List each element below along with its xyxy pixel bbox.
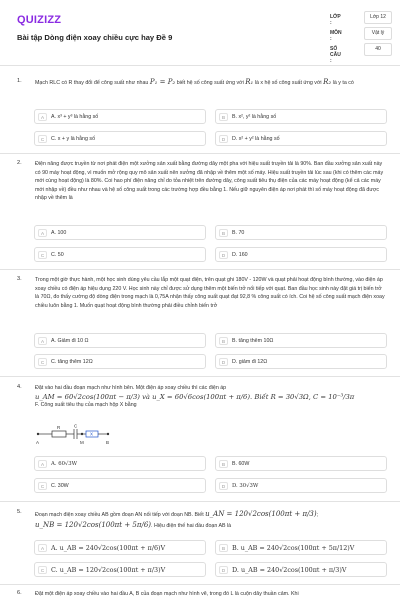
option-letter: C — [38, 135, 47, 143]
option-text: B. 70 — [232, 230, 245, 236]
question-text: Đặt một điện áp xoay chiều vào hai đầu A, B của đoạn mạch như hình vẽ, trong đó L là cuộn dây thuần cảm. Khi — [35, 591, 299, 597]
option-text: C. 50 — [51, 252, 64, 258]
option-letter: B — [219, 113, 228, 121]
option-letter: B — [219, 544, 228, 552]
option-letter: C — [38, 251, 47, 259]
option-b[interactable] — [215, 225, 387, 240]
question-text-part: . Hiệu điện thế hai đầu đoạn AB là — [151, 523, 232, 529]
option-b[interactable] — [215, 333, 387, 348]
question-text: Điện năng được truyền từ nơi phát điện một xưởng sản xuất bằng đường dây một pha với hiệu suất truyền tải là 90%. Ban đầu xưởng sản xuất này có 90 máy hoạt động, vì muốn mở rộng quy mô sản xuất nên xưởng đã nhập về thêm một số máy. Hiệu suất truyền tải lúc sau (khi có thêm các máy mới cùng hoạt động) là 80%. Coi hao phí điện năng chỉ do tỏa nhiệt trên đường dây, công suất tiêu thụ điện của các máy hoạt động (kể cả các máy mới nhập về) đều như nhau và hệ số công suất trong các trường hợp đều bằng 1. Nếu giữ nguyên điện áp nơi phát thì số máy hoạt động đã được nhập về thêm là — [35, 161, 384, 202]
option-text: C. tăng thêm 12Ω — [51, 359, 93, 365]
option-text: C. x + y là hằng số — [51, 136, 96, 142]
option-b[interactable] — [215, 540, 387, 555]
option-text: A. 100 — [51, 230, 67, 236]
option-a[interactable] — [34, 333, 206, 348]
math-expression: u_AN = 120√2cos(100πt + π/3) — [205, 510, 317, 518]
meta-key: LỚP : — [330, 14, 341, 26]
meta-key: SỐ CÂU : — [330, 46, 341, 64]
question-number: 3. — [17, 276, 22, 282]
option-letter: A — [38, 544, 47, 552]
option-a[interactable] — [34, 225, 206, 240]
option-a[interactable] — [34, 456, 206, 471]
question-text-part: Mạch RLC có R thay đổi để công suất như nhau — [35, 80, 150, 86]
question-text-part: là x hệ số công suất ứng với — [253, 80, 324, 86]
option-letter: B — [219, 337, 228, 345]
option-b[interactable] — [215, 109, 387, 124]
option-text: B. x², y² là hằng số — [232, 114, 277, 120]
option-letter: D — [219, 482, 228, 490]
option-text: D. x² + y² là hằng số — [232, 136, 280, 142]
question-number: 1. — [17, 78, 22, 84]
option-text: C. 30W — [51, 483, 69, 489]
question-text — [35, 384, 387, 410]
option-letter: D — [219, 251, 228, 259]
option-c[interactable] — [34, 562, 206, 577]
question-text — [35, 509, 387, 531]
option-text: B. u_AB = 240√2cos(100πt + 5π/12)V — [232, 544, 355, 552]
option-d[interactable] — [215, 354, 387, 369]
option-text: B. tăng thêm 10Ω — [232, 338, 274, 344]
divider — [0, 153, 400, 154]
question-text-part: Đoạn mạch điện xoay chiều AB gồm đoạn AN nối tiếp với đoạn NB. Biết — [35, 512, 206, 518]
question-text-part: là y ta có — [331, 80, 354, 86]
option-b[interactable] — [215, 456, 387, 471]
question-text-part: biết hệ số công suất ứng với — [175, 80, 246, 86]
divider — [0, 376, 400, 377]
option-letter: C — [38, 358, 47, 366]
math-expression: P₁ = P₂ — [149, 78, 176, 86]
question-number: 2. — [17, 160, 22, 166]
option-text: D. u_AB = 240√2cos(100πt + π/3)V — [232, 566, 347, 574]
option-a[interactable] — [34, 540, 206, 555]
option-letter: C — [38, 566, 47, 574]
option-c[interactable] — [34, 478, 206, 493]
question-text-part: F. Công suất tiêu thụ của mạch hộp X bằng — [35, 402, 137, 409]
math-expression: u_AM = 60√2cos(100πt − π/3) và u_X = 60√6cos(100πt + π/6). Biết R = 30√3Ω, C = 10⁻³/3π — [35, 392, 355, 401]
option-text: D. 160 — [232, 252, 248, 258]
meta-value: Vật lý — [364, 27, 392, 40]
divider — [0, 501, 400, 502]
question-text-part: ; — [316, 512, 319, 518]
option-d[interactable] — [215, 247, 387, 262]
option-letter: D — [219, 135, 228, 143]
option-letter: C — [38, 482, 47, 490]
question-number: 6. — [17, 590, 22, 596]
option-d[interactable] — [215, 131, 387, 146]
option-c[interactable] — [34, 131, 206, 146]
circuit-diagram — [34, 424, 124, 448]
capacitor-label: C — [74, 424, 78, 429]
divider — [0, 584, 400, 585]
option-letter: D — [219, 358, 228, 366]
math-expression: R₂ — [323, 78, 332, 86]
option-text: B. 60W — [232, 461, 250, 467]
node-a-label: A — [36, 440, 40, 445]
resistor-label: R — [57, 425, 61, 430]
option-c[interactable] — [34, 354, 206, 369]
question-number: 5. — [17, 509, 22, 515]
meta-key: MÔN : — [330, 30, 342, 42]
math-expression: u_NB = 120√2cos(100πt + 5π/6) — [35, 521, 152, 529]
quizizz-logo: QUIZIZZ — [17, 14, 62, 26]
option-text: C. u_AB = 120√2cos(100πt + π/3)V — [51, 566, 166, 574]
divider — [0, 65, 400, 66]
meta-value: Lớp 12 — [364, 11, 392, 24]
page-header — [0, 0, 400, 62]
option-letter: B — [219, 460, 228, 468]
option-text: A. 60√3W — [51, 461, 78, 467]
node-m-label: M — [80, 440, 84, 445]
option-c[interactable] — [34, 247, 206, 262]
option-a[interactable] — [34, 109, 206, 124]
node-b-label: B — [106, 440, 110, 445]
page-title: Bài tập Dòng điện xoay chiều cực hay Đề 9 — [17, 33, 173, 42]
option-text: A. u_AB = 240√2cos(100πt + π/6)V — [51, 544, 166, 552]
question-text-part: Đặt vào hai đầu đoạn mạch như hình bên. Một điện áp xoay chiều thì các điện áp — [35, 385, 227, 391]
question-text — [35, 78, 387, 88]
question-number: 4. — [17, 384, 22, 390]
option-letter: B — [219, 229, 228, 237]
option-letter: A — [38, 460, 47, 468]
option-letter: A — [38, 113, 47, 121]
option-text: D. giảm đi 12Ω — [232, 359, 268, 365]
box-x-label: X — [90, 431, 94, 437]
math-expression: R₁ — [245, 78, 254, 86]
question-text: Trong một giờ thực hành, một học sinh dùng yêu cầu lắp một quạt điện, trên quạt ghi 180V - 120W và quạt phải hoạt động bình thường, vào điện áp xoay chiều có điện áp hiệu dụng 220 V. Học sinh này chỉ được sử dụng thêm một biến trở nối tiếp với quạt. Ban đầu học sinh này đặt giá trị biến trở là 70Ω, đo thấy cường độ dòng điện trong mạch là 0,75A nhận thấy công suất quạt đạt 92,8 % công suất có ích. Coi hệ số công suất mạch điện xoay chiều luôn bằng 1. Muốn quạt hoạt động bình thường phải điều chỉnh biến trở — [35, 277, 385, 309]
option-letter: A — [38, 229, 47, 237]
option-d[interactable] — [215, 478, 387, 493]
option-text: D. 30√3W — [232, 483, 259, 489]
divider — [0, 269, 400, 270]
option-text: A. Giảm đi 10 Ω — [51, 338, 89, 344]
option-letter: A — [38, 337, 47, 345]
option-d[interactable] — [215, 562, 387, 577]
option-letter: D — [219, 566, 228, 574]
meta-value: 40 — [364, 43, 392, 56]
option-text: A. x³ + y³ là hằng số — [51, 114, 99, 120]
